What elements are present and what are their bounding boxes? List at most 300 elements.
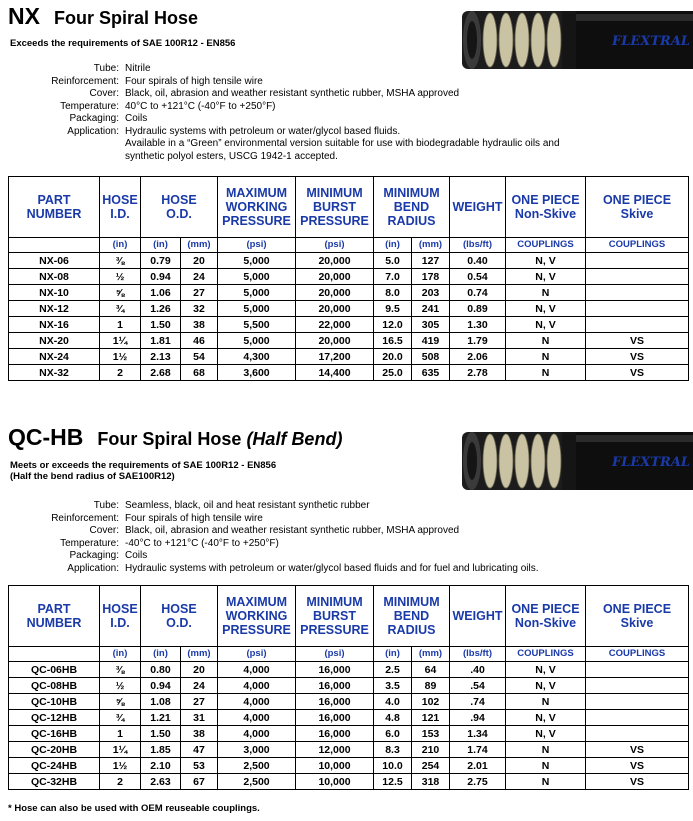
table-row — [9, 365, 689, 381]
qc-requirement-line: (Half the bend radius of SAE100R12) — [10, 471, 175, 482]
table-cell: 1½ — [100, 758, 141, 774]
table-cell: 27 — [181, 694, 218, 710]
table-cell: 4,000 — [218, 678, 296, 694]
col-max-working-pressure: MAXIMUM WORKING PRESSURE — [218, 177, 296, 238]
qc-table-body — [9, 662, 689, 790]
table-cell: 1.79 — [450, 333, 506, 349]
table-cell: 20 — [181, 662, 218, 678]
table-header-row — [9, 177, 689, 238]
nx-title — [8, 3, 198, 30]
unit-cell — [9, 647, 100, 662]
spec-row — [0, 513, 539, 526]
spec-row — [0, 138, 560, 151]
col-min-burst-pressure: MINIMUM BURST PRESSURE — [296, 177, 374, 238]
table-cell: 1 — [100, 317, 141, 333]
table-units-row — [9, 238, 689, 253]
unit-cell: COUPLINGS — [586, 647, 689, 662]
spec-label: Cover: — [89, 88, 119, 99]
table-cell: 2 — [100, 774, 141, 790]
table-cell: NX-20 — [9, 333, 100, 349]
col-one-piece-skive: ONE PIECE Skive — [586, 586, 689, 647]
table-cell — [586, 710, 689, 726]
table-cell: QC-32HB — [9, 774, 100, 790]
table-cell: 5,000 — [218, 269, 296, 285]
unit-cell: (psi) — [218, 238, 296, 253]
table-cell: 31 — [181, 710, 218, 726]
col-weight: WEIGHT — [450, 586, 506, 647]
spec-label: Temperature: — [60, 537, 119, 549]
col-hose-id: HOSE I.D. — [100, 586, 141, 647]
table-row — [9, 269, 689, 285]
hose-brand-text: FLEXTRAL — [612, 34, 691, 49]
table-cell: N — [506, 774, 586, 790]
table-cell: 254 — [412, 758, 450, 774]
table-cell: 54 — [181, 349, 218, 365]
qc-hose-image — [462, 426, 693, 494]
table-cell: 16,000 — [296, 726, 374, 742]
spec-value: Hydraulic systems with petroleum or water/glycol based fluids. — [125, 125, 401, 137]
table-cell: 0.74 — [450, 285, 506, 301]
nx-requirements — [10, 38, 235, 49]
table-cell: 2.75 — [450, 774, 506, 790]
table-cell: 5,500 — [218, 317, 296, 333]
table-cell: 3.5 — [374, 678, 412, 694]
qc-specs — [0, 500, 539, 575]
spec-label: Application: — [67, 562, 119, 574]
spec-row — [0, 563, 539, 576]
table-cell: ⅜ — [100, 662, 141, 678]
table-cell: 1.21 — [141, 710, 181, 726]
unit-cell: (in) — [141, 238, 181, 253]
table-cell: N — [506, 333, 586, 349]
table-cell — [586, 694, 689, 710]
spec-label: Reinforcement: — [51, 75, 119, 87]
table-row — [9, 774, 689, 790]
table-cell: 47 — [181, 742, 218, 758]
table-cell: NX-06 — [9, 253, 100, 269]
spec-label: Reinforcement: — [51, 512, 119, 524]
table-cell: NX-32 — [9, 365, 100, 381]
table-cell: 10,000 — [296, 774, 374, 790]
table-cell: 4,000 — [218, 710, 296, 726]
unit-cell: (psi) — [296, 238, 374, 253]
table-row — [9, 253, 689, 269]
table-cell: 127 — [412, 253, 450, 269]
spec-row — [0, 76, 560, 89]
col-weight: WEIGHT — [450, 177, 506, 238]
table-cell: N, V — [506, 662, 586, 678]
unit-cell: (in) — [374, 238, 412, 253]
table-cell: NX-10 — [9, 285, 100, 301]
table-cell: VS — [586, 349, 689, 365]
unit-cell: COUPLINGS — [506, 238, 586, 253]
table-cell: 2.5 — [374, 662, 412, 678]
spec-value: Black, oil, abrasion and weather resistant synthetic rubber, MSHA approved — [125, 525, 460, 536]
spec-value: Hydraulic systems with petroleum or water/glycol based fluids and for fuel and lubricating oils. — [125, 562, 539, 574]
spec-label: Tube: — [93, 500, 119, 511]
table-cell: 4.8 — [374, 710, 412, 726]
table-cell: 1.85 — [141, 742, 181, 758]
spec-row — [0, 113, 560, 126]
nx-table-body — [9, 253, 689, 381]
spec-value: Four spirals of high tensile wire — [125, 512, 263, 524]
table-cell: 46 — [181, 333, 218, 349]
spec-row — [0, 63, 560, 76]
nx-spec-table — [8, 176, 689, 381]
unit-cell: (psi) — [296, 647, 374, 662]
table-cell: N, V — [506, 678, 586, 694]
table-cell: 12.0 — [374, 317, 412, 333]
table-cell: QC-08HB — [9, 678, 100, 694]
table-cell: ¾ — [100, 301, 141, 317]
table-cell: 38 — [181, 317, 218, 333]
table-cell: N — [506, 758, 586, 774]
table-cell: 241 — [412, 301, 450, 317]
table-cell: 5,000 — [218, 253, 296, 269]
table-cell: 508 — [412, 349, 450, 365]
table-cell: 16,000 — [296, 710, 374, 726]
table-cell: VS — [586, 774, 689, 790]
table-cell: ⅝ — [100, 694, 141, 710]
table-cell: 1.08 — [141, 694, 181, 710]
table-cell: 1¼ — [100, 742, 141, 758]
nx-requirement-line: Exceeds the requirements of SAE 100R12 - EN856 — [10, 38, 236, 49]
spec-label: Temperature: — [60, 100, 119, 112]
spec-value: Four spirals of high tensile wire — [125, 75, 263, 87]
table-cell: 22,000 — [296, 317, 374, 333]
unit-cell — [9, 238, 100, 253]
footnote: * Hose can also be used with OEM reuseable couplings. — [8, 803, 260, 814]
table-cell: 318 — [412, 774, 450, 790]
table-cell: 20.0 — [374, 349, 412, 365]
table-cell: NX-24 — [9, 349, 100, 365]
table-cell: 0.40 — [450, 253, 506, 269]
spec-value: 40°C to +121°C (-40°F to +250°F) — [125, 100, 276, 112]
table-cell: QC-24HB — [9, 758, 100, 774]
table-cell: 1¼ — [100, 333, 141, 349]
table-header-row — [9, 586, 689, 647]
spec-row — [0, 88, 560, 101]
table-cell: 20,000 — [296, 285, 374, 301]
table-cell: 20 — [181, 253, 218, 269]
spec-value: Black, oil, abrasion and weather resistant synthetic rubber, MSHA approved — [125, 88, 460, 99]
spec-row — [0, 126, 560, 139]
unit-cell: (in) — [100, 238, 141, 253]
col-hose-id: HOSE I.D. — [100, 177, 141, 238]
table-cell: .54 — [450, 678, 506, 694]
table-cell: 4,000 — [218, 662, 296, 678]
table-cell: 2 — [100, 365, 141, 381]
table-cell: ⅜ — [100, 253, 141, 269]
table-cell: 5,000 — [218, 333, 296, 349]
table-cell: 0.80 — [141, 662, 181, 678]
table-cell: 121 — [412, 710, 450, 726]
spec-row — [0, 550, 539, 563]
table-cell: 153 — [412, 726, 450, 742]
table-cell: 10.0 — [374, 758, 412, 774]
table-cell: N — [506, 365, 586, 381]
table-cell: 17,200 — [296, 349, 374, 365]
spec-value: Coils — [125, 113, 148, 124]
table-cell: ¾ — [100, 710, 141, 726]
spec-value: Nitrile — [125, 63, 151, 74]
table-cell: 5,000 — [218, 285, 296, 301]
table-cell: 178 — [412, 269, 450, 285]
nx-specs — [0, 63, 560, 163]
table-cell: 8.0 — [374, 285, 412, 301]
table-cell: 0.94 — [141, 269, 181, 285]
col-one-piece-non-skive: ONE PIECE Non-Skive — [506, 586, 586, 647]
table-cell: 1.06 — [141, 285, 181, 301]
unit-cell: (psi) — [218, 647, 296, 662]
spec-label — [0, 151, 125, 164]
table-cell: 32 — [181, 301, 218, 317]
qc-code: QC-HB — [8, 424, 84, 450]
spec-label: Packaging: — [69, 113, 119, 124]
table-cell: QC-12HB — [9, 710, 100, 726]
unit-cell: (lbs/ft) — [450, 647, 506, 662]
table-cell: 1.74 — [450, 742, 506, 758]
table-cell — [586, 253, 689, 269]
table-cell: 3,000 — [218, 742, 296, 758]
table-cell: N — [506, 742, 586, 758]
table-cell: 4,300 — [218, 349, 296, 365]
table-cell: 67 — [181, 774, 218, 790]
col-min-burst-pressure: MINIMUM BURST PRESSURE — [296, 586, 374, 647]
spec-value: Seamless, black, oil and heat resistant synthetic rubber — [125, 500, 370, 511]
table-cell: 5,000 — [218, 301, 296, 317]
table-cell: 20,000 — [296, 333, 374, 349]
table-cell: 6.0 — [374, 726, 412, 742]
table-cell: 24 — [181, 678, 218, 694]
unit-cell: (mm) — [412, 238, 450, 253]
table-cell — [586, 285, 689, 301]
table-cell: 2.10 — [141, 758, 181, 774]
table-row — [9, 349, 689, 365]
col-one-piece-skive: ONE PIECE Skive — [586, 177, 689, 238]
spec-value: Coils — [125, 550, 148, 561]
table-cell: 635 — [412, 365, 450, 381]
table-cell: N — [506, 694, 586, 710]
table-cell: 10,000 — [296, 758, 374, 774]
table-cell: QC-10HB — [9, 694, 100, 710]
spec-row — [0, 101, 560, 114]
table-cell: 1.30 — [450, 317, 506, 333]
table-cell: VS — [586, 742, 689, 758]
table-cell: 0.54 — [450, 269, 506, 285]
table-row — [9, 726, 689, 742]
unit-cell: COUPLINGS — [506, 647, 586, 662]
table-row — [9, 742, 689, 758]
col-one-piece-non-skive: ONE PIECE Non-Skive — [506, 177, 586, 238]
table-cell: QC-16HB — [9, 726, 100, 742]
spec-label: Packaging: — [69, 550, 119, 561]
unit-cell: (in) — [374, 647, 412, 662]
qc-name: Four Spiral Hose (Half Bend) — [97, 429, 343, 449]
col-max-working-pressure: MAXIMUM WORKING PRESSURE — [218, 586, 296, 647]
table-cell: 9.5 — [374, 301, 412, 317]
unit-cell: (mm) — [181, 238, 218, 253]
table-cell — [586, 678, 689, 694]
table-cell: VS — [586, 333, 689, 349]
table-row — [9, 317, 689, 333]
table-cell: 1.34 — [450, 726, 506, 742]
table-cell: .74 — [450, 694, 506, 710]
table-cell: 7.0 — [374, 269, 412, 285]
table-cell: N, V — [506, 253, 586, 269]
table-row — [9, 758, 689, 774]
table-cell: 14,400 — [296, 365, 374, 381]
nx-name: Four Spiral Hose — [53, 8, 198, 28]
table-row — [9, 333, 689, 349]
spec-value: Available in a “Green” environmental version suitable for use with biodegradable hydraulic oils and — [125, 138, 560, 149]
table-cell: .40 — [450, 662, 506, 678]
table-cell: QC-20HB — [9, 742, 100, 758]
table-cell: 20,000 — [296, 253, 374, 269]
table-cell: 210 — [412, 742, 450, 758]
table-cell: 5.0 — [374, 253, 412, 269]
unit-cell: COUPLINGS — [586, 238, 689, 253]
table-cell: N, V — [506, 301, 586, 317]
table-cell: 0.89 — [450, 301, 506, 317]
table-cell: ⅝ — [100, 285, 141, 301]
spec-label: Tube: — [93, 63, 119, 74]
table-cell: 25.0 — [374, 365, 412, 381]
table-cell: N — [506, 349, 586, 365]
col-hose-od: HOSE O.D. — [141, 177, 218, 238]
table-cell: NX-08 — [9, 269, 100, 285]
spec-label: Application: — [67, 125, 119, 137]
table-cell: 0.94 — [141, 678, 181, 694]
unit-cell: (mm) — [412, 647, 450, 662]
table-cell: NX-12 — [9, 301, 100, 317]
table-cell — [586, 662, 689, 678]
hose-brand-text: FLEXTRAL — [612, 455, 691, 470]
table-row — [9, 662, 689, 678]
table-cell: 419 — [412, 333, 450, 349]
qc-title — [8, 424, 342, 451]
table-cell: 20,000 — [296, 301, 374, 317]
table-row — [9, 301, 689, 317]
table-cell: 2.13 — [141, 349, 181, 365]
table-cell: 1.26 — [141, 301, 181, 317]
table-cell: 53 — [181, 758, 218, 774]
spec-row — [0, 538, 539, 551]
table-cell: N, V — [506, 726, 586, 742]
table-cell: 2.63 — [141, 774, 181, 790]
table-cell: 2.78 — [450, 365, 506, 381]
col-part-number: PART NUMBER — [9, 177, 100, 238]
table-cell: 38 — [181, 726, 218, 742]
spec-label — [0, 138, 125, 151]
table-cell: 24 — [181, 269, 218, 285]
table-row — [9, 285, 689, 301]
table-cell: N, V — [506, 710, 586, 726]
unit-cell: (in) — [100, 647, 141, 662]
table-cell: 1.50 — [141, 726, 181, 742]
table-cell: 89 — [412, 678, 450, 694]
spec-value: -40°C to +121°C (-40°F to +250°F) — [125, 537, 279, 549]
unit-cell: (lbs/ft) — [450, 238, 506, 253]
table-cell: QC-06HB — [9, 662, 100, 678]
table-cell: N, V — [506, 317, 586, 333]
nx-code: NX — [8, 3, 40, 29]
table-cell: VS — [586, 365, 689, 381]
table-cell: 16.5 — [374, 333, 412, 349]
table-cell — [586, 726, 689, 742]
qc-requirements — [10, 460, 276, 482]
table-cell: 2.01 — [450, 758, 506, 774]
table-cell: 0.79 — [141, 253, 181, 269]
table-cell: 16,000 — [296, 662, 374, 678]
table-row — [9, 678, 689, 694]
table-cell: 4.0 — [374, 694, 412, 710]
table-cell: .94 — [450, 710, 506, 726]
spec-value: synthetic polyol esters, USCG 1942-1 accepted. — [125, 150, 338, 162]
spec-row — [0, 500, 539, 513]
table-cell: 2.68 — [141, 365, 181, 381]
table-cell: 1.81 — [141, 333, 181, 349]
table-cell: 8.3 — [374, 742, 412, 758]
table-row — [9, 710, 689, 726]
table-row — [9, 694, 689, 710]
table-cell — [586, 317, 689, 333]
table-cell: ½ — [100, 678, 141, 694]
table-cell: 12,000 — [296, 742, 374, 758]
unit-cell: (mm) — [181, 647, 218, 662]
spec-row — [0, 151, 560, 164]
table-cell: 1½ — [100, 349, 141, 365]
table-cell: 2,500 — [218, 758, 296, 774]
table-cell — [586, 269, 689, 285]
table-cell: VS — [586, 758, 689, 774]
qc-requirement-line: Meets or exceeds the requirements of SAE 100R12 - EN856 — [10, 460, 277, 471]
qc-spec-table — [8, 585, 689, 790]
table-cell: 16,000 — [296, 678, 374, 694]
table-cell: 4,000 — [218, 694, 296, 710]
table-cell: 12.5 — [374, 774, 412, 790]
table-cell — [586, 301, 689, 317]
table-cell: NX-16 — [9, 317, 100, 333]
table-cell: 1.50 — [141, 317, 181, 333]
spec-row — [0, 525, 539, 538]
table-cell: 64 — [412, 662, 450, 678]
table-cell: 68 — [181, 365, 218, 381]
table-cell: 4,000 — [218, 726, 296, 742]
table-cell: 305 — [412, 317, 450, 333]
spec-label: Cover: — [89, 525, 119, 536]
table-cell: 102 — [412, 694, 450, 710]
table-cell: N — [506, 285, 586, 301]
col-min-bend-radius: MINIMUM BEND RADIUS — [374, 586, 450, 647]
table-cell: 16,000 — [296, 694, 374, 710]
table-cell: 27 — [181, 285, 218, 301]
table-cell: 203 — [412, 285, 450, 301]
col-part-number: PART NUMBER — [9, 586, 100, 647]
table-cell: N, V — [506, 269, 586, 285]
table-cell: 20,000 — [296, 269, 374, 285]
table-cell: 3,600 — [218, 365, 296, 381]
table-cell: 2,500 — [218, 774, 296, 790]
qc-name-italic: (Half Bend) — [246, 429, 343, 449]
unit-cell: (in) — [141, 647, 181, 662]
table-units-row — [9, 647, 689, 662]
col-hose-od: HOSE O.D. — [141, 586, 218, 647]
table-cell: 2.06 — [450, 349, 506, 365]
table-cell: 1 — [100, 726, 141, 742]
table-cell: ½ — [100, 269, 141, 285]
col-min-bend-radius: MINIMUM BEND RADIUS — [374, 177, 450, 238]
